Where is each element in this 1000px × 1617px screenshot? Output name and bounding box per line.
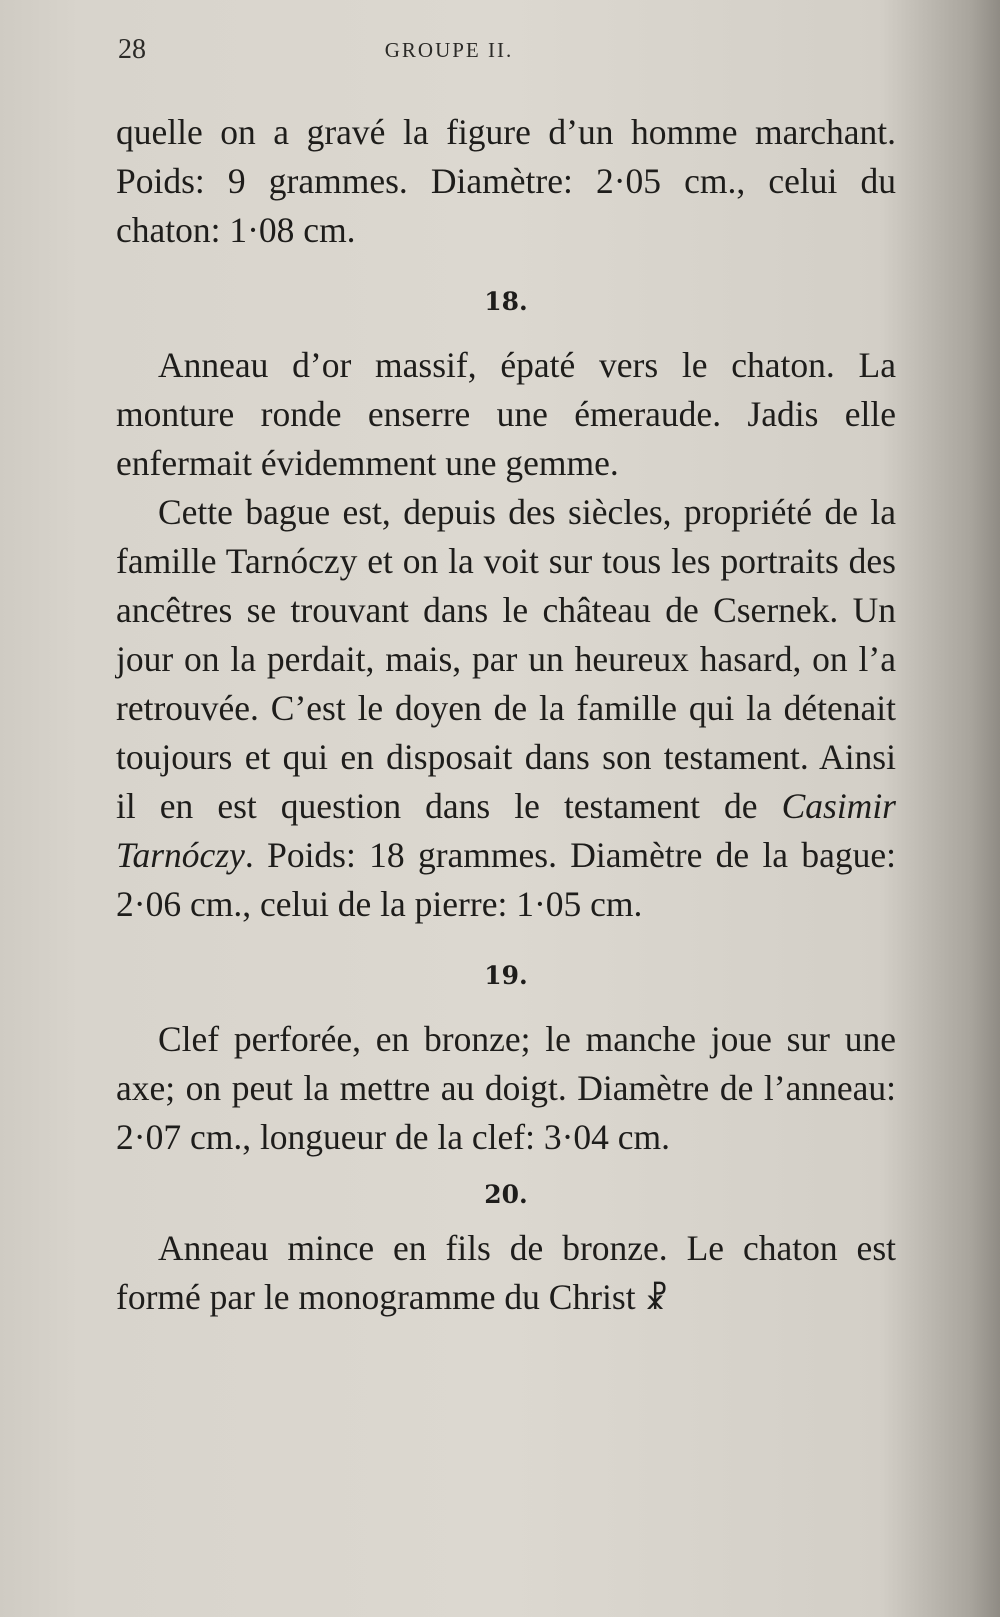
entry-18-paragraph-2 — [116, 488, 896, 929]
entry-20-paragraph — [116, 1224, 896, 1324]
running-title: GROUPE II. — [384, 38, 514, 62]
entry-18-text-before-name: Cette bague est, depuis des siècles, propriété de la famille Tarnóczy et on la voit sur tous les portraits des ancêtres se trouvant dans le château de Csernek. Un jour on la perdait, mais, par un heureux hasard, on l’a retrouvée. C’est le doyen de la famille qui la détenait toujours et qui en disposait dans son testament. Ainsi il en est question dans le testament de — [116, 492, 896, 826]
entry-number-18: 18. — [484, 287, 528, 316]
italic-name: Casimir Tarnóczy — [116, 786, 896, 875]
entry-number-19: 19. — [484, 961, 528, 990]
body-text — [116, 108, 896, 1324]
page-header — [118, 34, 890, 74]
entry-number-20: 20. — [484, 1180, 528, 1209]
entry-18-paragraph-1: Anneau d’or massif, épaté vers le chaton. La monture ronde enserre une émeraude. Jadis elle enfermait évidemment une gemme. — [116, 345, 896, 483]
chi-rho-icon: ☧ — [644, 1282, 668, 1317]
entry-18-text-after-name: . Poids: 18 grammes. Diamètre de la bague: 2·06 cm., celui de la pierre: 1·05 cm. — [116, 835, 896, 924]
page-number: 28 — [118, 34, 146, 65]
entry-20-text: Anneau mince en fils de bronze. Le chaton est formé par le monogramme du Christ — [116, 1228, 896, 1317]
continuation-paragraph: quelle on a gravé la figure d’un homme marchant. Poids: 9 grammes. Diamètre: 2·05 cm., celui du chaton: 1·08 cm. — [116, 112, 896, 250]
entry-19-paragraph: Clef perforée, en bronze; le manche joue sur une axe; on peut la mettre au doigt. Diamètre de l’anneau: 2·07 cm., longueur de la clef: 3·04 cm. — [116, 1019, 896, 1157]
